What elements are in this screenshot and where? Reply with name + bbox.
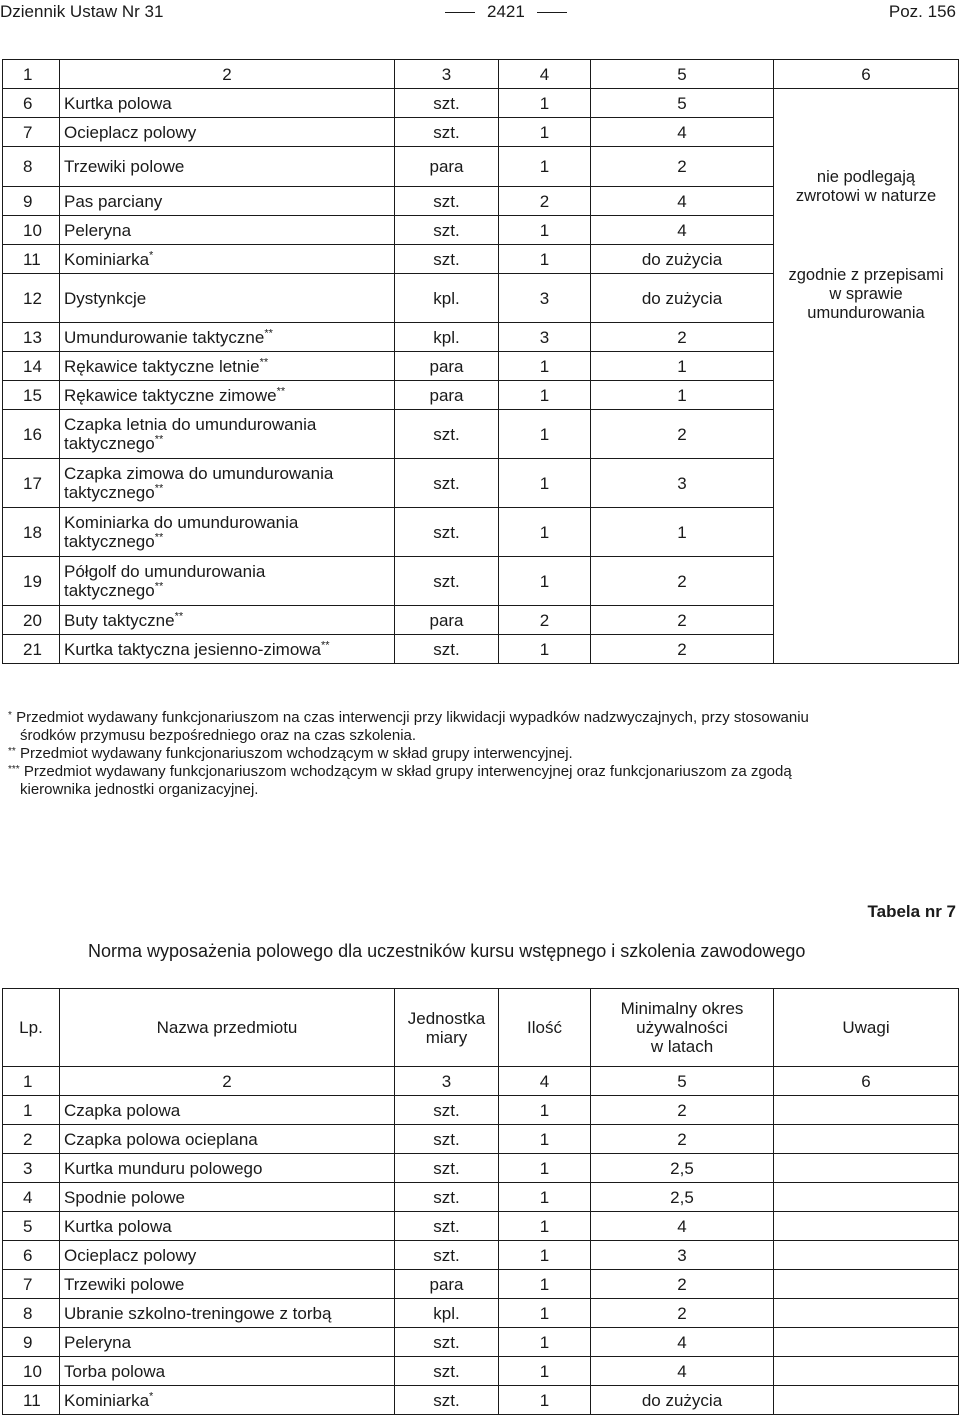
usage-period: 4 xyxy=(591,1212,774,1241)
remarks xyxy=(774,1386,959,1415)
row-number: 15 xyxy=(3,381,60,410)
row-number: 12 xyxy=(3,274,60,323)
row-number: 4 xyxy=(3,1183,60,1212)
unit: szt. xyxy=(395,1241,499,1270)
unit: szt. xyxy=(395,1183,499,1212)
row-number: 14 xyxy=(3,352,60,381)
remarks xyxy=(774,1183,959,1212)
unit: szt. xyxy=(395,1212,499,1241)
column-number: 3 xyxy=(395,60,499,89)
table-row xyxy=(3,1125,959,1154)
usage-period: 4 xyxy=(591,187,774,216)
quantity: 1 xyxy=(499,216,591,245)
quantity: 1 xyxy=(499,1328,591,1357)
quantity: 1 xyxy=(499,459,591,508)
column-number: 4 xyxy=(499,1067,591,1096)
item-name: Dystynkcje xyxy=(60,274,395,323)
quantity: 1 xyxy=(499,635,591,664)
column-number: 4 xyxy=(499,60,591,89)
remarks xyxy=(774,1270,959,1299)
quantity: 1 xyxy=(499,1241,591,1270)
quantity: 1 xyxy=(499,557,591,606)
usage-period: 2 xyxy=(591,1270,774,1299)
row-number: 3 xyxy=(3,1154,60,1183)
usage-period: 1 xyxy=(591,352,774,381)
unit: kpl. xyxy=(395,323,499,352)
unit: szt. xyxy=(395,187,499,216)
row-number: 9 xyxy=(3,187,60,216)
usage-period: 2,5 xyxy=(591,1154,774,1183)
header-lp: Lp. xyxy=(3,989,60,1067)
table-row xyxy=(3,1096,959,1125)
remarks: zgodnie z przepisami w sprawie umundurowania xyxy=(774,216,959,323)
item-name: Trzewiki polowe xyxy=(60,147,395,187)
table-row xyxy=(3,89,959,118)
unit: szt. xyxy=(395,89,499,118)
quantity: 2 xyxy=(499,606,591,635)
table-row xyxy=(3,1241,959,1270)
remarks xyxy=(774,1357,959,1386)
unit: szt. xyxy=(395,1096,499,1125)
row-number: 5 xyxy=(3,1212,60,1241)
item-name: Trzewiki polowe xyxy=(60,1270,395,1299)
item-name: Rękawice taktyczne letnie** xyxy=(60,352,395,381)
table-row xyxy=(3,1357,959,1386)
unit: szt. xyxy=(395,1328,499,1357)
footnote-1: * Przedmiot wydawany funkcjonariuszom na czas interwencji przy likwidacji wypadków nadzwyczajnych, przy stosowaniu środków przymusu bezpośredniego oraz na czas szkolenia. xyxy=(8,709,809,744)
unit: szt. xyxy=(395,1386,499,1415)
remarks xyxy=(774,1125,959,1154)
unit: para xyxy=(395,381,499,410)
column-number: 5 xyxy=(591,60,774,89)
row-number: 6 xyxy=(3,89,60,118)
item-name: Kurtka taktyczna jesienno-zimowa** xyxy=(60,635,395,664)
column-number: 1 xyxy=(3,1067,60,1096)
item-name: Peleryna xyxy=(60,216,395,245)
item-name: Kominiarka* xyxy=(60,245,395,274)
unit: szt. xyxy=(395,1357,499,1386)
table-row xyxy=(3,1328,959,1357)
quantity: 2 xyxy=(499,187,591,216)
footnote-3: *** Przedmiot wydawany funkcjonariuszom wchodzącym w skład grupy interwencyjnej oraz funkcjonariuszom za zgodą kierownika jednostki organizacyjnej. xyxy=(8,763,792,798)
quantity: 1 xyxy=(499,245,591,274)
row-number: 8 xyxy=(3,1299,60,1328)
unit: szt. xyxy=(395,557,499,606)
item-name: Spodnie polowe xyxy=(60,1183,395,1212)
row-number: 6 xyxy=(3,1241,60,1270)
item-name: Ubranie szkolno-treningowe z torbą xyxy=(60,1299,395,1328)
row-number: 7 xyxy=(3,1270,60,1299)
column-numbers-row xyxy=(3,1067,959,1096)
field-equipment-norm-table xyxy=(2,988,959,1415)
remarks xyxy=(774,1154,959,1183)
unit: szt. xyxy=(395,216,499,245)
usage-period: do zużycia xyxy=(591,274,774,323)
item-name: Kominiarka* xyxy=(60,1386,395,1415)
item-name: Torba polowa xyxy=(60,1357,395,1386)
column-number: 1 xyxy=(3,60,60,89)
table-row xyxy=(3,1154,959,1183)
item-name: Rękawice taktyczne zimowe** xyxy=(60,381,395,410)
unit: szt. xyxy=(395,410,499,459)
journal-title: Dziennik Ustaw Nr 31 xyxy=(0,2,164,21)
remarks xyxy=(774,323,959,664)
quantity: 1 xyxy=(499,508,591,557)
usage-period: 3 xyxy=(591,459,774,508)
usage-period: 2 xyxy=(591,147,774,187)
quantity: 1 xyxy=(499,1154,591,1183)
table-row xyxy=(3,216,959,245)
unit: szt. xyxy=(395,508,499,557)
header-period: Minimalny okres używalności w latach xyxy=(591,989,774,1067)
row-number: 11 xyxy=(3,1386,60,1415)
column-numbers-row xyxy=(3,60,959,89)
quantity: 1 xyxy=(499,1270,591,1299)
table-row xyxy=(3,323,959,352)
quantity: 3 xyxy=(499,323,591,352)
row-number: 19 xyxy=(3,557,60,606)
usage-period: 2 xyxy=(591,606,774,635)
table-row xyxy=(3,1386,959,1415)
quantity: 1 xyxy=(499,1212,591,1241)
item-name: Półgolf do umundurowania taktycznego** xyxy=(60,557,395,606)
item-name: Czapka polowa xyxy=(60,1096,395,1125)
unit: szt. xyxy=(395,118,499,147)
page-number: 2421 xyxy=(433,2,579,22)
item-name: Peleryna xyxy=(60,1328,395,1357)
item-name: Czapka zimowa do umundurowania taktycznego** xyxy=(60,459,395,508)
quantity: 1 xyxy=(499,89,591,118)
quantity: 1 xyxy=(499,381,591,410)
row-number: 21 xyxy=(3,635,60,664)
item-name: Kurtka munduru polowego xyxy=(60,1154,395,1183)
quantity: 1 xyxy=(499,1183,591,1212)
row-number: 17 xyxy=(3,459,60,508)
quantity: 1 xyxy=(499,1299,591,1328)
quantity: 1 xyxy=(499,410,591,459)
usage-period: 2 xyxy=(591,1299,774,1328)
row-number: 9 xyxy=(3,1328,60,1357)
usage-period: 3 xyxy=(591,1241,774,1270)
unit: szt. xyxy=(395,245,499,274)
row-number: 10 xyxy=(3,216,60,245)
usage-period: 2 xyxy=(591,557,774,606)
row-number: 11 xyxy=(3,245,60,274)
quantity: 1 xyxy=(499,147,591,187)
usage-period: 2 xyxy=(591,1125,774,1154)
usage-period: 2 xyxy=(591,1096,774,1125)
unit: szt. xyxy=(395,459,499,508)
remarks xyxy=(774,1241,959,1270)
remarks: nie podlegają zwrotowi w naturze xyxy=(774,89,959,216)
remarks xyxy=(774,1212,959,1241)
remarks xyxy=(774,1299,959,1328)
header-unit: Jednostka miary xyxy=(395,989,499,1067)
row-number: 13 xyxy=(3,323,60,352)
row-number: 18 xyxy=(3,508,60,557)
item-name: Kurtka polowa xyxy=(60,89,395,118)
column-number: 6 xyxy=(774,1067,959,1096)
table-row xyxy=(3,1183,959,1212)
quantity: 1 xyxy=(499,118,591,147)
quantity: 1 xyxy=(499,352,591,381)
position-number: Poz. 156 xyxy=(888,2,956,21)
remarks xyxy=(774,1096,959,1125)
item-name: Czapka polowa ocieplana xyxy=(60,1125,395,1154)
header-remarks: Uwagi xyxy=(774,989,959,1067)
quantity: 1 xyxy=(499,1386,591,1415)
table-row xyxy=(3,1270,959,1299)
item-name: Umundurowanie taktyczne** xyxy=(60,323,395,352)
unit: para xyxy=(395,1270,499,1299)
usage-period: 2 xyxy=(591,410,774,459)
unit: kpl. xyxy=(395,1299,499,1328)
unit: szt. xyxy=(395,1125,499,1154)
row-number: 2 xyxy=(3,1125,60,1154)
usage-period: 4 xyxy=(591,1357,774,1386)
item-name: Ocieplacz polowy xyxy=(60,1241,395,1270)
unit: szt. xyxy=(395,635,499,664)
item-name: Pas parciany xyxy=(60,187,395,216)
table-row xyxy=(3,1299,959,1328)
quantity: 1 xyxy=(499,1096,591,1125)
table-row xyxy=(3,1212,959,1241)
usage-period: 2 xyxy=(591,323,774,352)
item-name: Buty taktyczne** xyxy=(60,606,395,635)
row-number: 1 xyxy=(3,1096,60,1125)
table-label: Tabela nr 7 xyxy=(867,902,956,921)
usage-period: 4 xyxy=(591,1328,774,1357)
item-name: Kurtka polowa xyxy=(60,1212,395,1241)
column-number: 3 xyxy=(395,1067,499,1096)
table-title: Norma wyposażenia polowego dla uczestników kursu wstępnego i szkolenia zawodowego xyxy=(88,941,806,961)
usage-period: 1 xyxy=(591,381,774,410)
quantity: 3 xyxy=(499,274,591,323)
unit: para xyxy=(395,352,499,381)
usage-period: 5 xyxy=(591,89,774,118)
table-header-row xyxy=(3,989,959,1067)
quantity: 1 xyxy=(499,1125,591,1154)
unit: para xyxy=(395,147,499,187)
usage-period: do zużycia xyxy=(591,1386,774,1415)
usage-period: 4 xyxy=(591,118,774,147)
column-number: 5 xyxy=(591,1067,774,1096)
header-name: Nazwa przedmiotu xyxy=(60,989,395,1067)
page-header xyxy=(0,0,960,26)
unit: para xyxy=(395,606,499,635)
quantity: 1 xyxy=(499,1357,591,1386)
equipment-table-continued xyxy=(2,59,959,664)
usage-period: do zużycia xyxy=(591,245,774,274)
remarks xyxy=(774,1328,959,1357)
row-number: 20 xyxy=(3,606,60,635)
usage-period: 4 xyxy=(591,216,774,245)
row-number: 16 xyxy=(3,410,60,459)
header-qty: Ilość xyxy=(499,989,591,1067)
unit: kpl. xyxy=(395,274,499,323)
column-number: 2 xyxy=(60,60,395,89)
column-number: 6 xyxy=(774,60,959,89)
column-number: 2 xyxy=(60,1067,395,1096)
footnote-2: ** Przedmiot wydawany funkcjonariuszom wchodzącym w skład grupy interwencyjnej. xyxy=(8,745,573,762)
item-name: Kominiarka do umundurowania taktycznego** xyxy=(60,508,395,557)
unit: szt. xyxy=(395,1154,499,1183)
usage-period: 2 xyxy=(591,635,774,664)
item-name: Ocieplacz polowy xyxy=(60,118,395,147)
item-name: Czapka letnia do umundurowania taktycznego** xyxy=(60,410,395,459)
usage-period: 2,5 xyxy=(591,1183,774,1212)
row-number: 8 xyxy=(3,147,60,187)
row-number: 10 xyxy=(3,1357,60,1386)
usage-period: 1 xyxy=(591,508,774,557)
row-number: 7 xyxy=(3,118,60,147)
